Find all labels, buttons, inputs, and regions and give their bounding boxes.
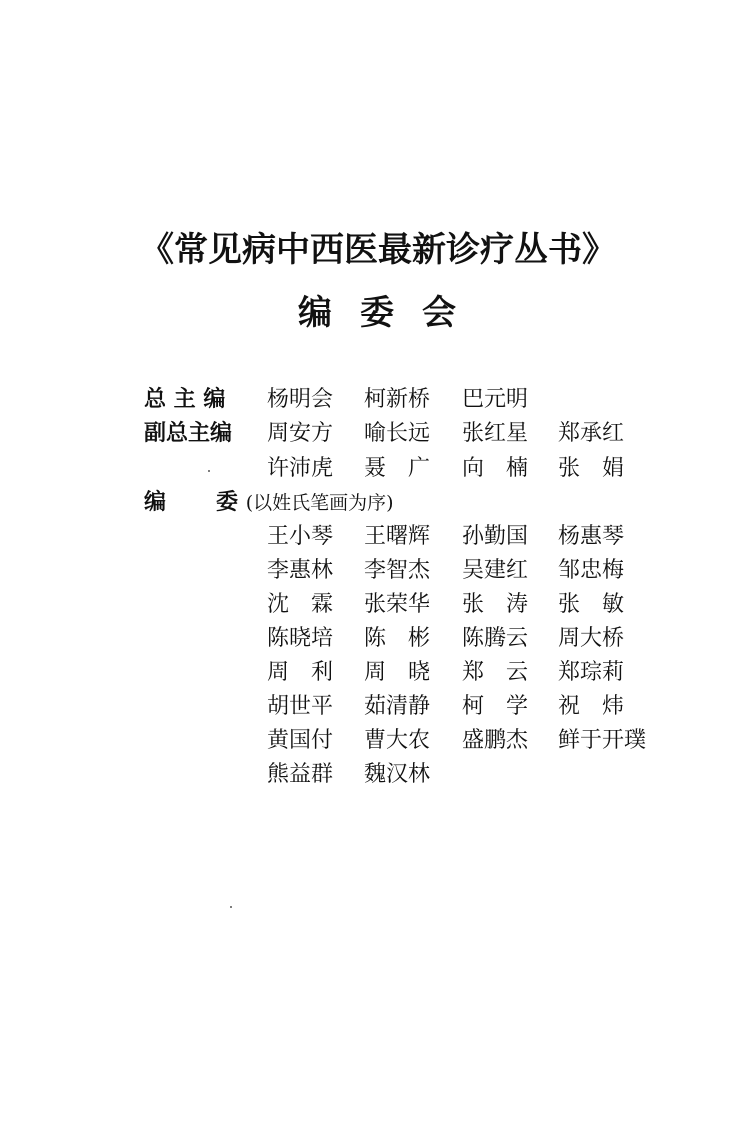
editor-name: 吴建红 xyxy=(462,558,529,583)
editor-name: 张 涛 xyxy=(462,592,529,617)
editor-name: 曹大农 xyxy=(364,728,431,753)
editor-name: 茹清静 xyxy=(364,694,431,719)
editor-name: 黄国付 xyxy=(267,728,334,753)
chief-editor-name: 杨明会 xyxy=(267,387,334,412)
editor-name: 陈晓培 xyxy=(267,626,334,651)
board-title: 编委会 xyxy=(298,293,484,333)
editor-name: 周大桥 xyxy=(558,626,625,651)
editor-name: 李惠林 xyxy=(267,558,334,583)
editor-name: 周 晓 xyxy=(364,660,431,685)
editor-name: 孙勤国 xyxy=(462,524,529,549)
editor-name: 胡世平 xyxy=(267,694,334,719)
deputy-editor-name: 周安方 xyxy=(267,421,334,446)
chief-editor-name: 柯新桥 xyxy=(364,387,431,412)
editor-name: 李智杰 xyxy=(364,558,431,583)
deputy-editor-name: 张 娟 xyxy=(558,456,625,481)
editors-role-right: 委 xyxy=(216,490,239,515)
editor-name: 鲜于开璞 xyxy=(558,728,647,753)
editor-name: 张 敏 xyxy=(558,592,625,617)
deputy-editor-name: 聂 广 xyxy=(364,456,431,481)
scan-speck xyxy=(208,470,210,472)
editors-role-left: 编 xyxy=(144,490,167,515)
editor-name: 盛鹏杰 xyxy=(462,728,529,753)
editor-name: 柯 学 xyxy=(462,694,529,719)
editor-name: 郑 云 xyxy=(462,660,529,685)
editor-name: 祝 炜 xyxy=(558,694,625,719)
editors-role xyxy=(144,485,394,516)
deputy-editor-name: 郑承红 xyxy=(558,421,625,446)
chief-editor-name: 巴元明 xyxy=(462,387,529,412)
deputy-editor-name: 许沛虎 xyxy=(267,456,334,481)
series-title: 《常见病中西医最新诊疗丛书》 xyxy=(140,230,616,270)
editors-order-note: (以姓氏笔画为序) xyxy=(245,492,394,514)
editor-name: 杨惠琴 xyxy=(558,524,625,549)
editor-name: 魏汉林 xyxy=(364,762,431,787)
editor-name: 张荣华 xyxy=(364,592,431,617)
editor-name: 熊益群 xyxy=(267,762,334,787)
editor-name: 王曙辉 xyxy=(364,524,431,549)
editor-name: 沈 霖 xyxy=(267,592,334,617)
editor-name: 陈 彬 xyxy=(364,626,431,651)
deputy-editor-name: 喻长远 xyxy=(364,421,431,446)
deputy-chief-editor-role: 副总主编 xyxy=(144,421,233,446)
deputy-editor-name: 张红星 xyxy=(462,421,529,446)
editor-name: 邹忠梅 xyxy=(558,558,625,583)
chief-editor-role: 总 主 编 xyxy=(144,387,226,412)
editor-name: 周 利 xyxy=(267,660,334,685)
scan-speck xyxy=(230,906,232,908)
editor-name: 王小琴 xyxy=(267,524,334,549)
deputy-editor-name: 向 楠 xyxy=(462,456,529,481)
editor-name: 陈腾云 xyxy=(462,626,529,651)
editor-name: 郑琮莉 xyxy=(558,660,625,685)
